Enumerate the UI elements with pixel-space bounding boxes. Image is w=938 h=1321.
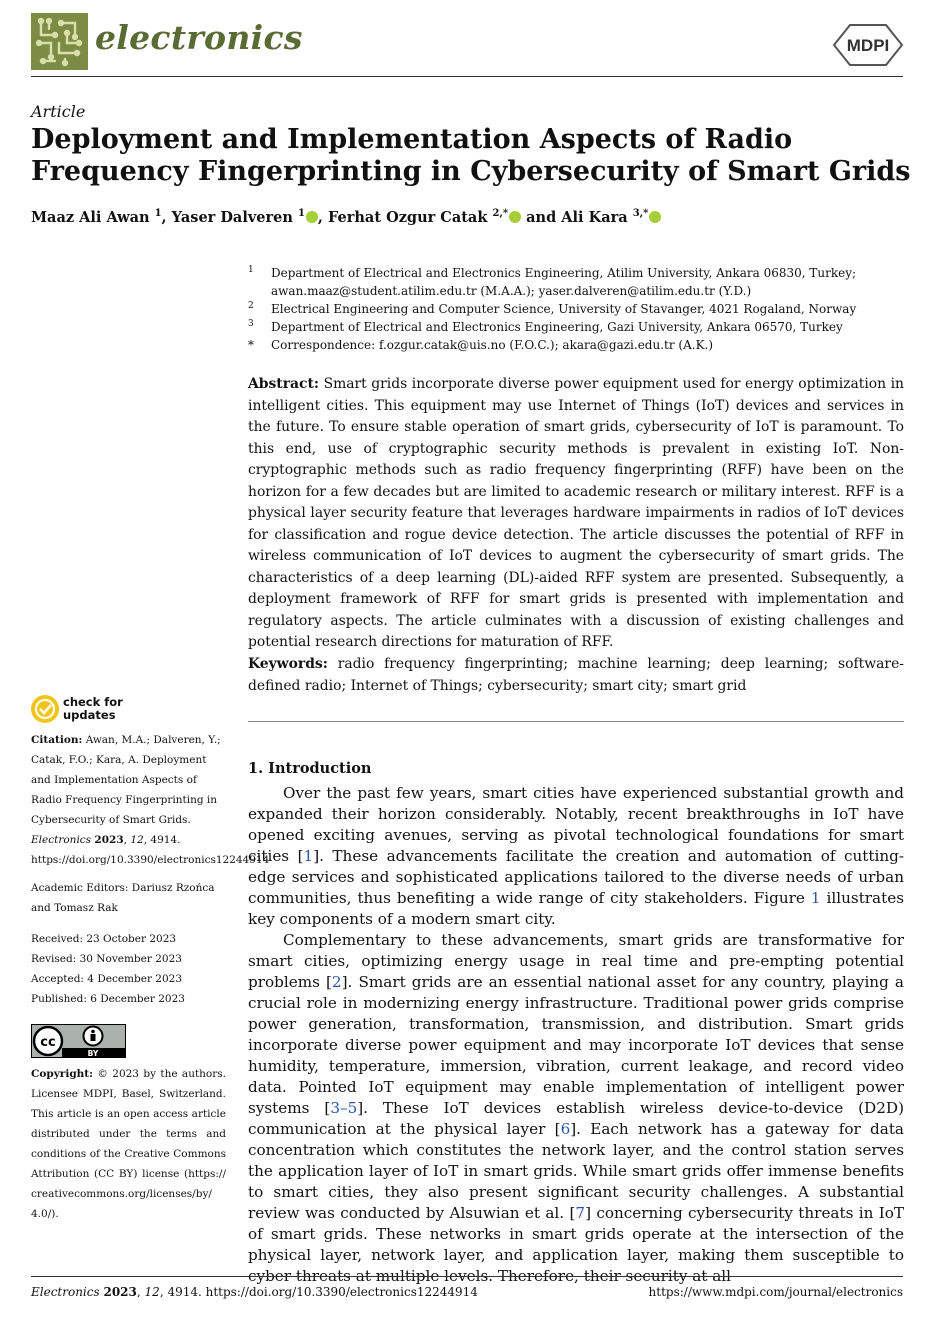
check-for-updates-button[interactable] bbox=[31, 695, 151, 725]
paragraph-text: ]. Smart grids are an essential national asset for any country, playing a crucial role in modernizing energy infrastructure. Traditional power grids comprise power generation, transformation, transmission, and distribution. Smart grids incorporate diverse power equipment and may incorporate IoT devices that sense humidity, temperature, immersion, vibration, current leakage, and record video data. Pointed IoT equipment may enable implementation of intelligent power systems [ bbox=[248, 973, 904, 1117]
reference-link[interactable]: 7 bbox=[575, 1204, 586, 1222]
affiliation-line: Department of Electrical and Electronics Engineering, Atilim University, Ankara 06830, Turkey; bbox=[271, 266, 857, 280]
affiliation-line: awan.maaz@student.atilim.edu.tr (M.A.A.); yaser.dalveren@atilim.edu.tr (Y.D.) bbox=[271, 284, 752, 298]
author-name: Ali Kara bbox=[561, 208, 633, 226]
article-title: Deployment and Implementation Aspects of Radio Frequency Fingerprinting in Cybersecurity of Smart Grids bbox=[31, 124, 911, 187]
orcid-icon[interactable] bbox=[649, 211, 661, 223]
author-name: Maaz Ali Awan bbox=[31, 208, 155, 226]
article-type: Article bbox=[31, 102, 86, 121]
affiliation-item bbox=[248, 318, 908, 336]
affiliation-mark: * bbox=[248, 338, 254, 352]
paragraph-text: ]. These advancements facilitate the creation and automation of cutting-edge services and sophisticated applications tailored to the diverse needs of urban communities, thus benefiting a wide range of city stakeholders. Figure bbox=[248, 847, 904, 907]
affiliation-line: Electrical Engineering and Computer Science, University of Stavanger, 4021 Rogaland, Norway bbox=[271, 302, 857, 316]
footer-citation: Electronics 2023, 12, 4914. https://doi.org/10.3390/electronics12244914 bbox=[31, 1285, 478, 1299]
journal-name: electronics bbox=[95, 18, 303, 57]
affiliation-mark: 3 bbox=[248, 319, 254, 329]
paragraph-text: ]. These IoT devices establish wireless device-to-device (D2D) communication at the physical layer [ bbox=[248, 1099, 904, 1138]
reference-link[interactable]: 6 bbox=[560, 1120, 571, 1138]
journal-url-link[interactable]: https://www.mdpi.com/journal/electronics bbox=[648, 1285, 903, 1299]
affiliation-mark: 2 bbox=[248, 301, 254, 311]
received-date: Received: 23 October 2023 bbox=[31, 933, 177, 945]
footer-rule bbox=[31, 1276, 903, 1277]
orcid-icon[interactable] bbox=[509, 211, 521, 223]
mdpi-logo[interactable] bbox=[832, 22, 904, 68]
author-list: Maaz Ali Awan $^1$, Yaser Dalveren $^1$ , Ferhat Ozgur Catak $^{2,*}$ and Ali Kara $^{3,*}$ bbox=[31, 208, 661, 226]
paragraph bbox=[248, 783, 904, 930]
orcid-icon[interactable] bbox=[306, 211, 318, 223]
reference-link[interactable]: 2 bbox=[331, 973, 342, 991]
author-affiliation-mark: 2,* bbox=[492, 208, 509, 219]
affiliations bbox=[248, 264, 908, 354]
paragraph-text: illustrates key components of a modern smart city. bbox=[248, 889, 904, 928]
publisher-name: MDPI bbox=[846, 36, 890, 55]
keywords-text: radio frequency fingerprinting; machine learning; deep learning; software-defined radio; Internet of Things; cybersecurity; smart city; smart grid bbox=[248, 656, 904, 694]
affiliation-line: Department of Electrical and Electronics Engineering, Gazi University, Ankara 06570, Turkey bbox=[271, 320, 843, 334]
reference-link[interactable]: 1 bbox=[303, 847, 314, 865]
author-affiliation-mark: 3,* bbox=[632, 208, 649, 219]
citation: Citation: Awan, M.A.; Dalveren, Y.; Catak, F.O.; Kara, A. Deployment and Implementation Aspects of Radio Frequency Fingerprinting in Cybersecurity of Smart Grids. Electronics 2023, 12, 4914. https://doi.org/10.3390/electronics12244914 bbox=[31, 734, 270, 866]
paragraph-text: ]. Each network has a gateway for data concentration which constitutes the network layer, and the control station serves the application layer of IoT in smart grids. While smart grids offer immense benefits to smart cities, they also present significant security challenges. A substantial review was conducted by Alsuwian et al. [ bbox=[248, 1120, 904, 1222]
published-date: Published: 6 December 2023 bbox=[31, 993, 185, 1005]
copyright-notice: Copyright: © 2023 by the authors. Licensee MDPI, Basel, Switzerland. This article is an open access article distributed under the terms and conditions of the Creative Commons Attribution (CC BY) license (https:// creativecommons.org/licenses/by/ 4.0/). bbox=[31, 1068, 226, 1220]
paragraph-text: Complementary to these advancements, smart grids are transformative for smart cities, optimizing energy usage in real time and pre-empting potential problems [ bbox=[248, 931, 904, 991]
affiliation-line: Correspondence: f.ozgur.catak@uis.no (F.O.C.); akara@gazi.edu.tr (A.K.) bbox=[271, 338, 714, 352]
introduction-body bbox=[248, 783, 904, 1287]
author-name: Ferhat Ozgur Catak bbox=[328, 208, 493, 226]
affiliation-mark: 1 bbox=[248, 265, 254, 275]
circuit-board-icon bbox=[31, 13, 88, 70]
affiliation-item bbox=[248, 336, 908, 354]
paragraph bbox=[248, 930, 904, 1287]
abstract-label: Abstract: bbox=[248, 376, 320, 392]
check-updates-line2: updates bbox=[63, 708, 116, 722]
cc-by-license-icon[interactable] bbox=[31, 1024, 126, 1058]
reference-link[interactable]: 1 bbox=[810, 889, 821, 907]
academic-editors: Academic Editors: Dariusz Rzońca and Tomasz Rak bbox=[31, 882, 215, 914]
accepted-date: Accepted: 4 December 2023 bbox=[31, 973, 183, 985]
check-updates-icon bbox=[31, 695, 59, 723]
author-affiliation-mark: 1 bbox=[154, 208, 162, 219]
affiliation-item bbox=[248, 300, 908, 318]
header-rule bbox=[31, 76, 903, 77]
abstract-text: Smart grids incorporate diverse power equipment used for energy optimization in intelligent cities. This equipment may use Internet of Things (IoT) devices and services in the future. To ensure stable operation of smart grids, cybersecurity of IoT is paramount. To this end, use of cryptographic security methods is prevalent in existing IoT. Non-cryptographic methods such as radio frequency fingerprinting (RFF) have been on the horizon for a few decades but are limited to academic research or military interest. RFF is a physical layer security feature that leverages hardware impairments in radios of IoT devices for classification and rogue device detection. The article discusses the potential of RFF in wireless communication of IoT devices to augment the cybersecurity of smart grids. The characteristics of a deep learning (DL)-aided RFF system are presented. Subsequently, a deployment framework of RFF for smart grids is presented with implementation and regulatory aspects. The article culminates with a discussion of existing challenges and potential research directions for maturation of RFF. bbox=[248, 376, 905, 650]
revised-date: Revised: 30 November 2023 bbox=[31, 953, 182, 965]
keywords-label: Keywords: bbox=[248, 656, 328, 672]
publication-dates bbox=[31, 929, 226, 1009]
paragraph-text: Over the past few years, smart cities have experienced substantial growth and expanded their horizon considerably. Notably, recent breakthroughs in IoT have opened exciting avenues, serving as pivotal technological foundations for smart cities [ bbox=[248, 784, 904, 865]
reference-link[interactable]: 3–5 bbox=[330, 1099, 358, 1117]
abstract-divider bbox=[248, 721, 904, 722]
paragraph-text: ] concerning cybersecurity threats in IoT of smart grids. These networks in smart grids operate at the intersection of the physical layer, network layer, and application layer, making them susceptible to cyber threats at multiple levels. Therefore, their security at all bbox=[248, 1204, 904, 1285]
svg-text:cc: cc bbox=[40, 1035, 56, 1050]
author-name: Yaser Dalveren bbox=[171, 208, 298, 226]
svg-text:BY: BY bbox=[87, 1049, 99, 1058]
check-updates-line1: check for bbox=[63, 695, 123, 709]
keywords bbox=[248, 654, 904, 697]
abstract bbox=[248, 374, 904, 654]
section-heading: 1. Introduction bbox=[248, 760, 372, 777]
affiliation-item bbox=[248, 264, 908, 300]
author-affiliation-mark: 1 bbox=[297, 208, 305, 219]
